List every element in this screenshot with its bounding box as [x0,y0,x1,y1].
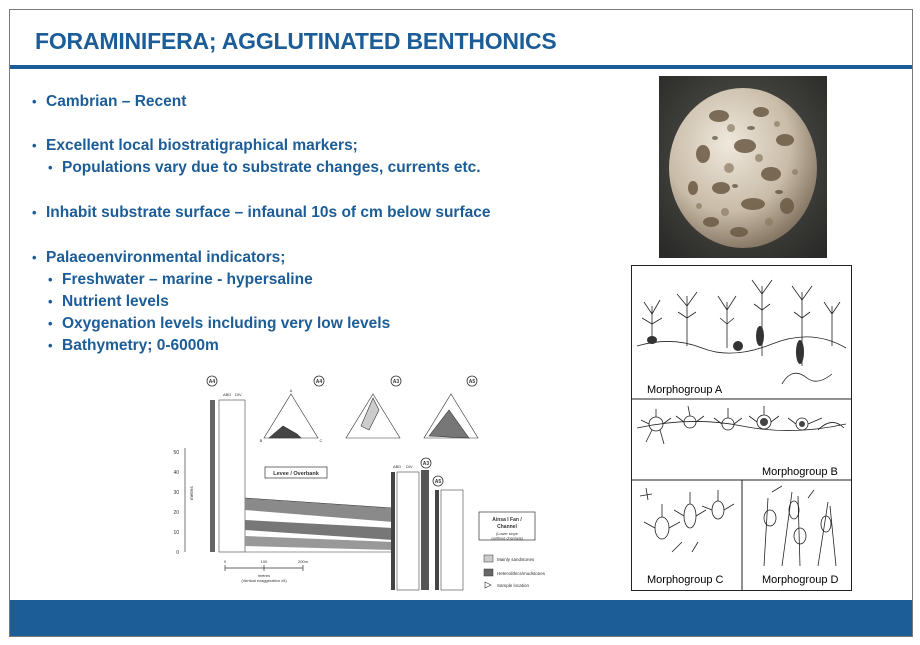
morphogroup-a-sketch [637,280,846,384]
bullet-item [32,93,186,111]
fan-label-line: Channel [497,524,517,530]
bullet-text: Oxygenation levels including very low levels [62,315,391,332]
bullet-text: Nutrient levels [62,293,169,310]
bullet-text: Populations vary due to substrate changes, currents etc. [62,159,481,176]
column-head-abd: ABD [223,392,232,397]
morphogroup-b-label: Morphogroup B [762,466,838,478]
morphogroup-panel [631,265,852,591]
legend-label: Sample location [497,583,530,588]
foraminifera-specimen-photo [659,76,827,258]
bullet-text: Palaeoenvironmental indicators; [46,249,286,266]
legend-swatch-heterolithics [484,569,493,576]
scale-caption: metres [257,573,271,578]
column-head-div: DIV [406,464,413,469]
specimen-illustration [659,76,827,258]
log-a5-label: A5 [434,479,442,485]
bullet-item [32,249,285,267]
log-a3-label: A3 [422,461,430,467]
morphogroup-sketches [632,266,851,590]
bullet-dot: • [48,160,53,175]
morphogroup-a-specimens [647,326,804,364]
fan-note-line: confined channels) [491,536,523,541]
figure-legend [484,555,546,588]
triangle-corner-label: A [289,388,293,393]
triangle-a5-label: A5 [468,379,476,385]
footer-bar [10,600,912,636]
morphogroup-a-label: Morphogroup A [647,384,723,396]
y-tick-label: 0 [176,550,179,556]
scale-tick-label: 200m [297,559,309,564]
triangle-a4-label: A4 [315,379,323,385]
bullet-text: Inhabit substrate surface – infaunal 10s of cm below surface [46,204,491,221]
bullet-text: Excellent local biostratigraphical markers; [46,137,358,154]
title-underline [10,65,912,69]
depth-axis [173,448,194,556]
bullet-item [32,204,490,222]
ternary-plots [264,394,478,438]
legend-label: Mainly sandstones [497,557,535,562]
morphogroup-d-sketch [764,486,836,566]
sub-bullet-item [48,337,219,355]
bullet-text: Freshwater – marine - hypersaline [62,271,313,288]
bullet-item [32,137,358,155]
sub-bullet-item [48,315,390,333]
bullet-dot: • [48,294,53,309]
bullet-dot: • [32,138,37,153]
triangle-corner-label: B [259,438,263,443]
legend-label: Heterolithics/mudstones [497,571,546,576]
bullet-dot: • [32,250,37,265]
morphogroup-b-sketch [637,406,846,444]
scale-tick-label: 0 [223,559,227,564]
scale-caption: (Vertical exaggeration x5) [241,578,287,583]
scale-bar [224,559,309,583]
correlation-figure [173,370,558,595]
y-tick-label: 40 [173,470,179,476]
scale-tick-label: 100 [260,559,268,564]
sub-bullet-item [48,293,169,311]
column-head-div: DIV [235,392,242,397]
log-a3-column [391,472,395,590]
morphogroup-c-sketch [640,488,734,552]
log-a3-lithology [421,470,429,590]
legend-sample-marker [485,582,491,588]
bullet-dot: • [48,272,53,287]
log-a4-label: A4 [208,379,216,385]
correlation-bands [245,498,393,552]
bullet-dot: • [48,338,53,353]
bullet-dot: • [32,94,37,109]
log-a5-abundance [441,490,463,590]
legend-swatch-sandstone [484,555,493,562]
y-tick-label: 30 [173,490,179,496]
bullet-text: Cambrian – Recent [46,93,187,110]
slide-title: FORAMINIFERA; AGGLUTINATED BENTHONICS [35,28,557,54]
y-tick-label: 20 [173,510,179,516]
column-head-abd: ABD [393,464,402,469]
fan-label-line: Ainsa I Fan / [492,517,522,523]
bullet-dot: • [48,316,53,331]
log-a5-column [435,490,439,590]
levee-label: Levee / Overbank [273,471,319,477]
y-axis-label: metres [189,486,194,500]
triangle-corner-label: C [319,438,323,443]
sub-bullet-item [48,271,313,289]
morphogroup-d-label: Morphogroup D [762,574,839,586]
y-tick-label: 50 [173,450,179,456]
sub-bullet-item [48,159,481,177]
triangle-a3-label: A3 [392,379,400,385]
log-a3-abundance [397,472,419,590]
bullet-text: Bathymetry; 0-6000m [62,337,219,354]
morphogroup-c-label: Morphogroup C [647,574,724,586]
log-a4-column [210,400,215,552]
log-a4-abundance [219,400,245,552]
fan-note-line: (Lower slope [496,532,518,536]
slide [9,9,913,637]
y-tick-label: 10 [173,530,179,536]
bullet-dot: • [32,205,37,220]
